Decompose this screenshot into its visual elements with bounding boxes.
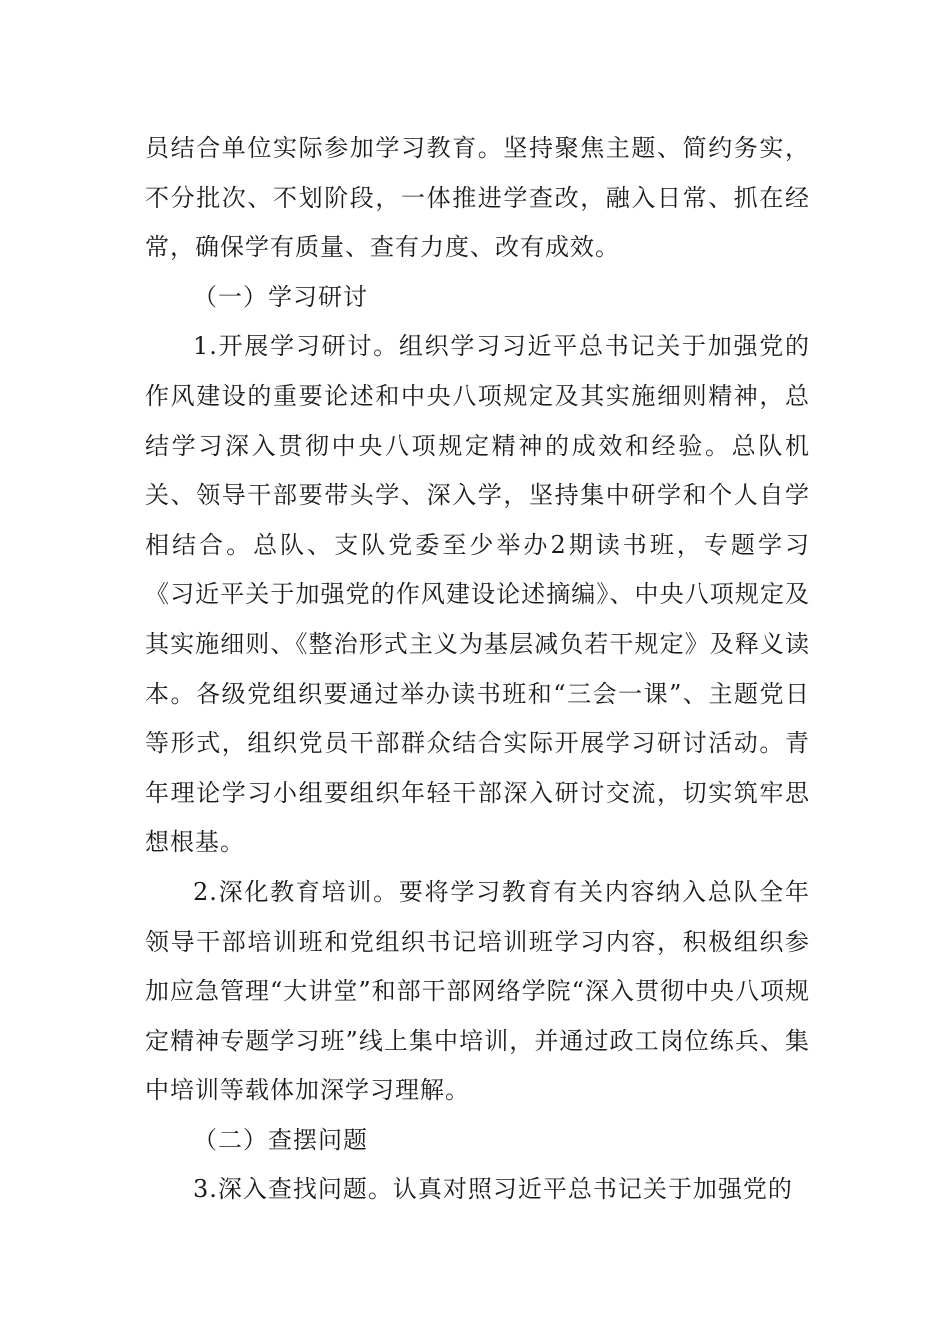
paragraph-item-2: 2.深化教育培训。要将学习教育有关内容纳入总队全年领导干部培训班和党组织书记培训班学习内容，积极组织参加应急管理“大讲堂”和部干部网络学院“深入贯彻中央八项规定精神专题学习班”线上集中培训，并通过政工岗位练兵、集中培训等载体加深学习理解。 [145,877,810,1105]
paragraph-item-3: 3.深入查找问题。认真对照习近平总书记关于加强党的 [193,1175,793,1204]
paragraph-item-1: 1.开展学习研讨。组织学习习近平总书记关于加强党的作风建设的重要论述和中央八项规定及其实施细则精神，总结学习深入贯彻中央八项规定精神的成效和经验。总队机关、领导干部要带头学、深入学，坚持集中研学和个人自学相结合。总队、支队党委至少举办2期读书班，专题学习《习近平关于加强党的作风建设论述摘编》、中央八项规定及其实施细则、《整治形式主义为基层减负若干规定》及释义读本。各级党组织要通过举办读书班和“三会一课”、主题党日等形式，组织党员干部群众结合实际开展学习研讨活动。青年理论学习小组要组织年轻干部深入研讨交流，切实筑牢思想根基。 [145,332,810,857]
paragraph-continuation: 员结合单位实际参加学习教育。坚持聚焦主题、简约务实，不分批次、不划阶段，一体推进学查改，融入日常、抓在经常，确保学有质量、查有力度、改有成效。 [145,134,810,262]
section-heading-problems: （二）查摆问题 [193,1125,368,1154]
section-heading-study: （一）学习研讨 [193,282,368,311]
document-body [145,124,810,1215]
